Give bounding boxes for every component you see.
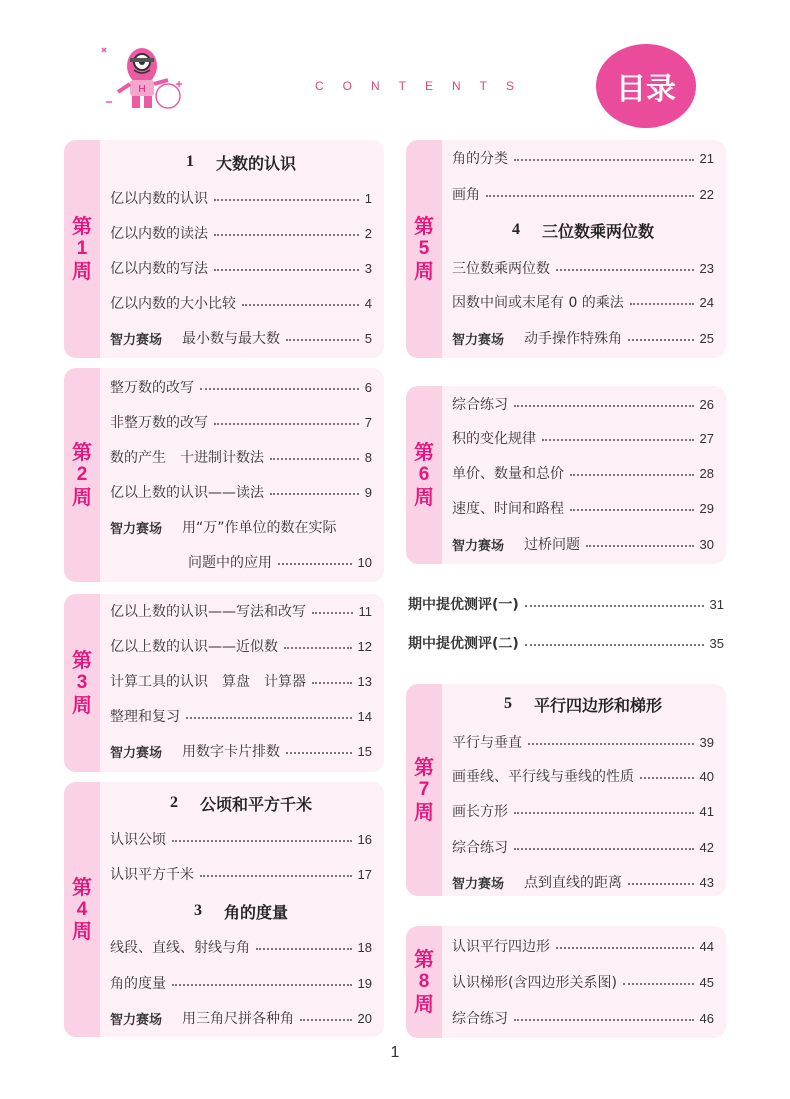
week-2-box xyxy=(64,368,384,582)
toc-badge: 目录 xyxy=(596,44,696,128)
entry-title: 用“万”作单位的数在实际 xyxy=(182,520,337,536)
entry-title: 综合练习 xyxy=(452,840,508,856)
page-ref: 25 xyxy=(699,330,714,346)
week-label-suffix: 周 xyxy=(72,919,92,944)
contest-tag: 智力赛场 xyxy=(452,538,505,554)
page-number: 1 xyxy=(390,1044,400,1061)
dot-leader xyxy=(525,644,704,646)
dot-leader xyxy=(528,743,694,745)
week-number: 8 xyxy=(418,971,430,993)
dot-leader xyxy=(514,159,694,161)
entry-title: 亿以内数的大小比较 xyxy=(110,296,236,312)
page-ref: 21 xyxy=(699,150,714,166)
entry-title: 综合练习 xyxy=(452,397,508,413)
contest-tag: 智力赛场 xyxy=(110,1012,163,1028)
week-label-prefix: 第 xyxy=(414,214,434,239)
toc-entry[interactable] xyxy=(452,799,714,823)
dot-leader xyxy=(556,269,694,271)
page-ref: 42 xyxy=(699,839,714,855)
week-number: 1 xyxy=(76,238,88,260)
toc-entry[interactable] xyxy=(110,480,372,504)
page-ref: 8 xyxy=(364,449,372,465)
week-number: 7 xyxy=(418,779,430,801)
page-ref: 44 xyxy=(699,938,714,954)
page-ref: 31 xyxy=(709,596,724,612)
chapter-title: 三位数乘两位数 xyxy=(541,221,654,241)
dot-leader xyxy=(312,612,353,614)
page-ref: 28 xyxy=(699,465,714,481)
entry-title: 亿以上数的认识——读法 xyxy=(110,485,264,501)
dot-leader xyxy=(214,234,359,236)
page-ref: 22 xyxy=(699,186,714,202)
toc-entry[interactable] xyxy=(110,827,372,851)
dot-leader xyxy=(242,304,359,306)
toc-entry[interactable] xyxy=(452,835,714,859)
week-3-box xyxy=(64,594,384,772)
page-ref: 11 xyxy=(358,603,372,619)
page-ref: 7 xyxy=(364,414,372,430)
contest-tag: 智力赛场 xyxy=(452,332,505,348)
week-4-box xyxy=(64,782,384,1037)
chapter-title: 公顷和平方千米 xyxy=(199,794,312,814)
week-label-suffix: 周 xyxy=(414,799,434,824)
toc-entry[interactable] xyxy=(452,290,714,314)
contest-tag: 智力赛场 xyxy=(110,521,163,537)
chapter-number: 1 xyxy=(185,153,194,170)
page-ref: 20 xyxy=(357,1010,372,1026)
chapter-number: 4 xyxy=(511,221,520,238)
page-ref: 19 xyxy=(357,975,372,991)
page-ref: 24 xyxy=(699,294,714,310)
entry-title: 亿以内数的写法 xyxy=(110,261,208,277)
week-tab xyxy=(406,140,442,358)
week-label-prefix: 第 xyxy=(72,874,92,899)
week-tab xyxy=(406,926,442,1038)
week-label-prefix: 第 xyxy=(72,440,92,465)
week-number: 5 xyxy=(418,238,430,260)
dot-leader xyxy=(300,1019,352,1021)
week-8-box xyxy=(406,926,726,1038)
week-label-suffix: 周 xyxy=(72,484,92,509)
week-label-suffix: 周 xyxy=(414,258,434,283)
week-label-suffix: 周 xyxy=(414,484,434,509)
entry-title: 用三角尺拼各种角 xyxy=(182,1011,295,1027)
page-ref: 13 xyxy=(357,673,372,689)
entry-title: 整理和复习 xyxy=(110,709,180,725)
page-ref: 40 xyxy=(699,768,714,784)
page-ref: 35 xyxy=(709,635,724,651)
week-tab xyxy=(64,782,100,1037)
dot-leader xyxy=(200,875,352,877)
exam-title: 期中提优测评(二) xyxy=(408,636,519,652)
entry-title: 亿以上数的认识——近似数 xyxy=(110,639,278,655)
dot-leader xyxy=(214,199,359,201)
chapter-number: 5 xyxy=(503,695,512,712)
dot-leader xyxy=(640,777,694,779)
toc-entry[interactable] xyxy=(452,461,714,485)
toc-entry[interactable] xyxy=(452,934,714,958)
toc-entry[interactable] xyxy=(452,182,714,206)
dot-leader xyxy=(514,848,694,850)
page-ref: 3 xyxy=(364,260,372,276)
week-7-box xyxy=(406,684,726,896)
entry-title: 动手操作特殊角 xyxy=(524,331,623,347)
exam-entry[interactable] xyxy=(408,630,724,656)
week-label-prefix: 第 xyxy=(414,440,434,465)
toc-entry[interactable] xyxy=(452,392,714,416)
toc-entry[interactable] xyxy=(110,634,372,658)
dot-leader xyxy=(630,303,694,305)
week-label xyxy=(70,876,94,944)
dot-leader xyxy=(570,509,694,511)
chapter-title: 平行四边形和梯形 xyxy=(533,695,662,715)
week-label xyxy=(70,649,94,717)
entry-title: 速度、时间和路程 xyxy=(452,501,564,517)
toc-entry[interactable] xyxy=(110,186,372,210)
page-ref: 26 xyxy=(699,396,714,412)
page-ref: 10 xyxy=(357,554,372,570)
dot-leader xyxy=(542,439,694,441)
page-ref: 1 xyxy=(364,190,372,206)
toc-entry[interactable] xyxy=(452,1006,714,1030)
page-ref: 46 xyxy=(699,1010,714,1026)
week-tab xyxy=(406,684,442,896)
toc-entry[interactable] xyxy=(452,730,714,754)
entry-title: 问题中的应用 xyxy=(188,555,272,571)
entry-title: 非整万数的改写 xyxy=(110,415,208,431)
week-tab xyxy=(64,368,100,582)
dot-leader xyxy=(172,840,352,842)
dot-leader xyxy=(312,682,352,684)
contest-entry[interactable] xyxy=(110,326,372,350)
exam-title: 期中提优测评(一) xyxy=(408,597,519,613)
page-ref: 17 xyxy=(357,866,372,882)
toc-entry[interactable] xyxy=(110,599,372,623)
dot-leader xyxy=(514,812,694,814)
contents-label: CONTENTS xyxy=(315,79,533,93)
contest-entry[interactable] xyxy=(110,515,372,539)
dot-leader xyxy=(256,948,352,950)
page-ref: 41 xyxy=(699,803,714,819)
dot-leader xyxy=(623,983,694,985)
toc-entry[interactable] xyxy=(452,146,714,170)
dot-leader xyxy=(628,883,694,885)
week-label-suffix: 周 xyxy=(72,692,92,717)
week-tab xyxy=(64,594,100,772)
week-label-suffix: 周 xyxy=(414,991,434,1016)
svg-text:H: H xyxy=(138,84,146,95)
dot-leader xyxy=(514,1019,694,1021)
week-number: 6 xyxy=(418,464,430,486)
entry-title: 平行与垂直 xyxy=(452,735,522,751)
entry-title: 综合练习 xyxy=(452,1011,508,1027)
chapter-title: 大数的认识 xyxy=(215,153,296,173)
week-label-prefix: 第 xyxy=(72,648,92,673)
week-label-suffix: 周 xyxy=(72,258,92,283)
contest-entry[interactable] xyxy=(110,1006,372,1030)
chapter-heading xyxy=(110,790,372,816)
week-number: 3 xyxy=(76,672,88,694)
exam-entry[interactable] xyxy=(408,591,724,617)
dot-leader xyxy=(186,717,352,719)
entry-title: 认识平方千米 xyxy=(110,867,194,883)
entry-title: 画角 xyxy=(452,187,480,203)
week-label xyxy=(412,215,436,283)
dot-leader xyxy=(628,339,694,341)
dot-leader xyxy=(286,752,352,754)
entry-title: 整万数的改写 xyxy=(110,380,194,396)
week-number: 2 xyxy=(76,464,88,486)
dot-leader xyxy=(525,605,704,607)
dot-leader xyxy=(286,339,359,341)
toc-entry[interactable] xyxy=(110,862,372,886)
page-ref: 5 xyxy=(364,330,372,346)
chapter-number: 2 xyxy=(169,794,178,811)
toc-entry[interactable] xyxy=(452,970,714,994)
toc-entry[interactable] xyxy=(110,445,372,469)
dot-leader xyxy=(556,947,694,949)
toc-entry[interactable] xyxy=(110,256,372,280)
page-ref: 6 xyxy=(364,379,372,395)
chapter-number: 3 xyxy=(193,902,202,919)
toc-entry[interactable] xyxy=(452,426,714,450)
chapter-heading xyxy=(452,217,714,243)
week-label xyxy=(412,756,436,824)
week-5-box xyxy=(406,140,726,358)
toc-entry[interactable] xyxy=(452,496,714,520)
week-label xyxy=(412,948,436,1016)
week-number: 4 xyxy=(76,898,88,920)
page-ref: 27 xyxy=(699,430,714,446)
entry-title: 计算工具的认识 算盘 计算器 xyxy=(110,674,306,690)
entry-title: 认识平行四边形 xyxy=(452,939,550,955)
contest-entry[interactable] xyxy=(452,870,714,894)
toc-entry[interactable] xyxy=(188,550,372,574)
entry-title: 最小数与最大数 xyxy=(182,331,281,347)
week-tab xyxy=(406,386,442,564)
page-ref: 45 xyxy=(699,974,714,990)
week-1-box xyxy=(64,140,384,358)
week-label xyxy=(70,441,94,509)
contest-entry[interactable] xyxy=(452,326,714,350)
entry-title: 过桥问题 xyxy=(524,537,581,553)
chapter-heading xyxy=(452,691,714,717)
entry-title: 用数字卡片排数 xyxy=(182,744,281,760)
page-ref: 39 xyxy=(699,734,714,750)
page-ref: 16 xyxy=(357,831,372,847)
entry-title: 因数中间或末尾有 0 的乘法 xyxy=(452,295,624,311)
contest-tag: 智力赛场 xyxy=(110,745,163,761)
entry-title: 亿以上数的认识——写法和改写 xyxy=(110,604,306,620)
entry-title: 亿以内数的认识 xyxy=(110,191,208,207)
entry-title: 单价、数量和总价 xyxy=(452,466,564,482)
dot-leader xyxy=(270,458,359,460)
page-ref: 9 xyxy=(364,484,372,500)
toc-entry[interactable] xyxy=(110,704,372,728)
toc-entry[interactable] xyxy=(110,669,372,693)
dot-leader xyxy=(278,563,352,565)
toc-entry[interactable] xyxy=(452,764,714,788)
page-ref: 15 xyxy=(357,743,372,759)
page-ref: 14 xyxy=(357,708,372,724)
dot-leader xyxy=(214,423,359,425)
page-ref: 4 xyxy=(364,295,372,311)
week-label-prefix: 第 xyxy=(414,755,434,780)
chapter-title: 角的度量 xyxy=(223,902,288,922)
page-ref: 30 xyxy=(699,536,714,552)
entry-title: 亿以内数的读法 xyxy=(110,226,208,242)
week-label-prefix: 第 xyxy=(72,214,92,239)
entry-title: 角的度量 xyxy=(110,976,166,992)
entry-title: 画长方形 xyxy=(452,804,508,820)
dot-leader xyxy=(200,388,359,390)
week-tab xyxy=(64,140,100,358)
toc-entry[interactable] xyxy=(110,221,372,245)
dot-leader xyxy=(284,647,352,649)
entry-title: 角的分类 xyxy=(452,151,508,167)
contest-tag: 智力赛场 xyxy=(110,332,163,348)
contest-entry[interactable] xyxy=(452,532,714,556)
dot-leader xyxy=(486,195,694,197)
contest-tag: 智力赛场 xyxy=(452,876,505,892)
toc-entry[interactable] xyxy=(110,410,372,434)
toc-entry[interactable] xyxy=(110,291,372,315)
toc-entry[interactable] xyxy=(110,375,372,399)
entry-title: 线段、直线、射线与角 xyxy=(110,940,250,956)
entry-title: 点到直线的距离 xyxy=(524,875,623,891)
dot-leader xyxy=(270,493,359,495)
contest-entry[interactable] xyxy=(110,739,372,763)
page-ref: 2 xyxy=(364,225,372,241)
chapter-heading xyxy=(110,149,372,175)
mascot-illustration xyxy=(96,36,186,126)
page-ref: 43 xyxy=(699,874,714,890)
entry-title: 画垂线、平行线与垂线的性质 xyxy=(452,769,634,785)
chapter-heading xyxy=(110,898,372,924)
page-ref: 18 xyxy=(357,939,372,955)
toc-entry[interactable] xyxy=(110,971,372,995)
week-label-prefix: 第 xyxy=(414,947,434,972)
dot-leader xyxy=(214,269,359,271)
page-ref: 29 xyxy=(699,500,714,516)
week-6-box xyxy=(406,386,726,564)
entry-title: 认识公顷 xyxy=(110,832,166,848)
dot-leader xyxy=(570,474,694,476)
dot-leader xyxy=(172,984,352,986)
entry-title: 数的产生 十进制计数法 xyxy=(110,450,264,466)
page-ref: 12 xyxy=(357,638,372,654)
week-label xyxy=(70,215,94,283)
week-label xyxy=(412,441,436,509)
toc-entry[interactable] xyxy=(452,256,714,280)
page-ref: 23 xyxy=(699,260,714,276)
dot-leader xyxy=(514,405,694,407)
entry-title: 认识梯形(含四边形关系图) xyxy=(452,975,617,991)
entry-title: 积的变化规律 xyxy=(452,431,536,447)
dot-leader xyxy=(586,545,694,547)
toc-entry[interactable] xyxy=(110,935,372,959)
entry-title: 三位数乘两位数 xyxy=(452,261,550,277)
